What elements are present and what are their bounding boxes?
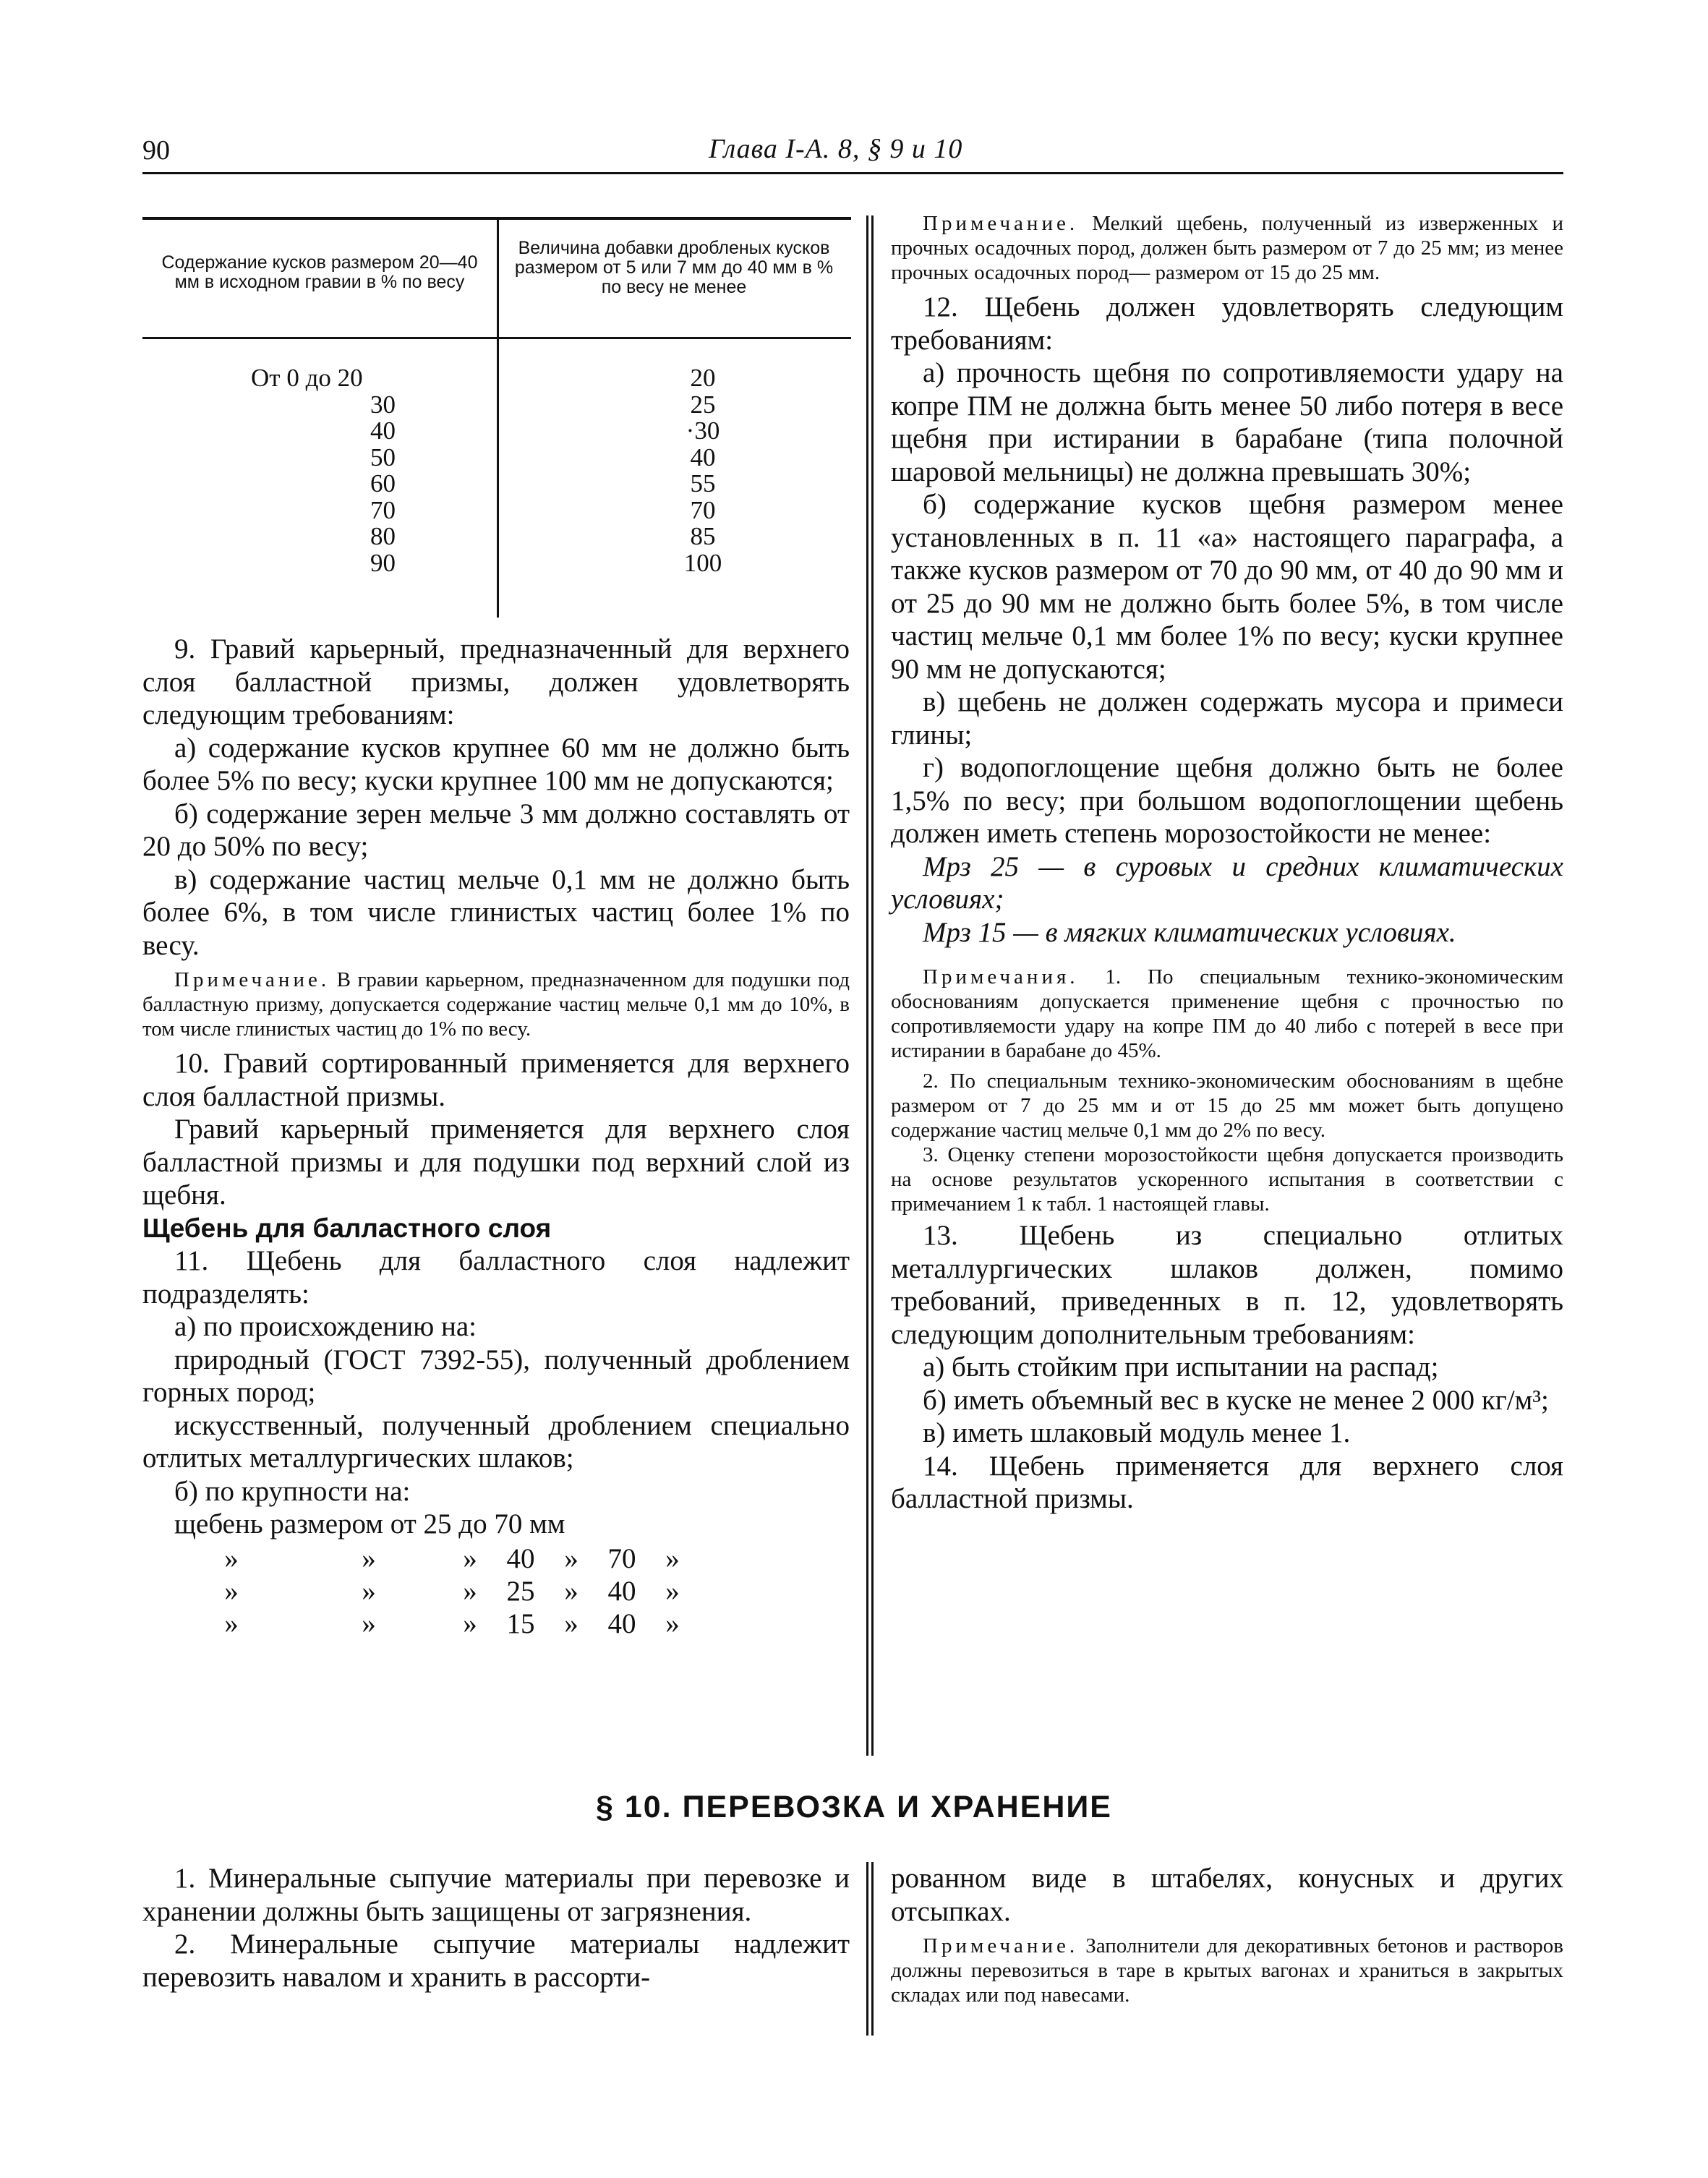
size-to: 40 <box>607 1607 636 1639</box>
paragraph-11: 11. Щебень для балластного слоя надлежит подразделять: <box>142 1245 850 1310</box>
ditto-mark: » <box>665 1542 680 1574</box>
table-cell: 90 <box>370 548 396 577</box>
column-divider <box>866 215 868 1756</box>
note-label: Примечание. <box>923 212 1079 235</box>
table-cell: 85 <box>690 522 716 550</box>
sizes-list <box>142 1542 850 1640</box>
paragraph-12d: г) водопоглощение щебня должно быть не более 1,5% по весу; при большом водопоглощении щебень должен иметь степень морозостойкости не менее: <box>891 752 1563 849</box>
left-column <box>142 633 850 1640</box>
ditto-mark: » <box>224 1542 239 1574</box>
table-cell: 80 <box>370 522 396 550</box>
ditto-mark: » <box>362 1575 376 1607</box>
section-10-paragraph-2: 2. Минеральные сыпучие материалы надлежит перевозить навалом и хранить в рассорти- <box>142 1929 850 1993</box>
paragraph-12a: а) прочность щебня по сопротивляемости удару на копре ПМ не должна быть менее 50 либо потеря в весе щебня при истирании в барабане (типа полочной шаровой мельницы) не должна превышать 30%; <box>891 357 1563 487</box>
notes-item-1: 1. По специальным технико-экономическим обоснованиям допускается применение щебня с прочностью по сопротивляемости удару на копре ПМ до 40 либо с потерей в весе при истирании в барабане до 45%. <box>891 965 1563 1062</box>
size-to: 40 <box>607 1575 636 1607</box>
table-cell: 100 <box>683 548 722 577</box>
spacer <box>394 1575 445 1607</box>
table-header-col2: Величина добавки дробленых кусков размером от 5 или 7 мм до 40 мм в % по весу не менее <box>514 238 834 297</box>
paragraph-12b: б) содержание кусков щебня размером менее установленных в п. 11 «а» настоящего параграфа, а также кусков размером от 70 до 90 мм, от 40 до 90 мм и от 25 до 90 мм не должно быть более 5%, в том числе частиц мельче 0,1 мм более 1% по весу; куски крупнее 90 мм не допускаются; <box>891 489 1563 685</box>
spacer <box>257 1607 343 1640</box>
table-cell: 25 <box>690 390 716 419</box>
page-number: 90 <box>142 135 170 166</box>
table-cell: От 0 до 20 <box>251 364 363 392</box>
paragraph-13: 13. Щебень из специально отлитых металлургических шлаков должен, помимо требований, приведенных в п. 12, удовлетворять следующим дополнительным требованиям: <box>891 1220 1563 1350</box>
ditto-mark: » <box>564 1607 578 1639</box>
paragraph-10b: Гравий карьерный применяется для верхнего слоя балластной призмы и для подушки под верхний слой из щебня. <box>142 1114 850 1210</box>
paragraph-9b: б) содержание зерен мельче 3 мм должно составлять от 20 до 50% по весу; <box>142 798 850 862</box>
table-cell: 60 <box>370 469 396 497</box>
ditto-mark: » <box>564 1575 578 1607</box>
spacer <box>394 1607 445 1640</box>
section-10-right-column <box>891 1862 1563 2013</box>
table-cell: 40 <box>690 443 716 471</box>
paragraph-13b: б) иметь объемный вес в куске не менее 2 000 кг/м³; <box>923 1384 1549 1416</box>
table-cell: 50 <box>370 443 396 471</box>
spacer <box>257 1575 343 1607</box>
section-title-crushed-stone: Щебень для балластного слоя <box>142 1213 552 1243</box>
running-title: Глава I-А. 8, § 9 и 10 <box>709 134 963 164</box>
paragraph-14: 14. Щебень применяется для верхнего слоя балластной призмы. <box>891 1450 1563 1514</box>
paragraph-13a: а) быть стойким при испытании на распад; <box>923 1351 1439 1383</box>
paragraph-12e: Мрз 25 — в суровых и средних климатических условиях; <box>891 850 1563 915</box>
note-gravel <box>142 968 850 1041</box>
note-fine-stone <box>891 211 1563 285</box>
ditto-mark: » <box>463 1607 477 1639</box>
notes-item-2: 2. По специальным технико-экономическим обоснованиям в щебне размером от 7 до 25 мм и от 15 до 25 мм может быть допущено содержание частиц мельче 0,1 мм до 2% по весу. <box>891 1069 1563 1142</box>
table-col1-values <box>251 365 432 576</box>
ditto-mark: » <box>665 1575 680 1607</box>
note-text: Мелкий щебень, полученный из изверженных и прочных осадочных пород, должен быть размером от 7 до 25 мм; из менее прочных осадочных пород— размером от 15 до 25 мм. <box>891 212 1563 284</box>
notes-label: Примечания. <box>923 965 1079 988</box>
ditto-mark: » <box>362 1542 376 1574</box>
paragraph-11a: а) по происхождению на: <box>174 1311 477 1342</box>
ditto-mark: » <box>463 1542 477 1574</box>
spacer <box>257 1542 343 1575</box>
paragraph-12: 12. Щебень должен удовлетворять следующим требованиям: <box>891 291 1563 356</box>
ditto-mark: » <box>463 1575 477 1607</box>
header-rule <box>142 172 1563 174</box>
ditto-mark: » <box>665 1607 680 1639</box>
paragraph-11a2: искусственный, полученный дроблением специально отлитых металлургических шлаков; <box>142 1409 850 1474</box>
column-divider <box>866 1862 868 2036</box>
table-cell: 30 <box>370 390 396 419</box>
ditto-mark: » <box>224 1607 239 1639</box>
size-from: 25 <box>506 1575 535 1607</box>
right-column <box>891 211 1563 1516</box>
sizes-row <box>206 1542 850 1575</box>
note-label: Примечание. <box>174 968 330 991</box>
notes-block <box>891 965 1563 1063</box>
table-cell: 70 <box>690 495 716 524</box>
table-col2-values <box>649 365 757 576</box>
paragraph-9: 9. Гравий карьерный, предназначенный для верхнего слоя балластной призмы, должен удовлетворять следующим требованиям: <box>142 633 850 730</box>
table-cell: 20 <box>690 364 716 392</box>
ditto-mark: » <box>564 1542 578 1574</box>
paragraph-9c: в) содержание частиц мельче 0,1 мм не должно быть более 6%, в том числе глинистых частиц более 1% по весу. <box>142 863 850 961</box>
ditto-mark: » <box>362 1607 376 1639</box>
note-text: Заполнители для декоративных бетонов и растворов должны перевозиться в таре в крытых вагонах и храниться в закрытых складах или под навесами. <box>891 1934 1563 2007</box>
table-cell: 55 <box>690 469 716 497</box>
paragraph-11a1: природный (ГОСТ 7392-55), полученный дроблением горных пород; <box>142 1344 850 1408</box>
ditto-mark: » <box>224 1575 239 1607</box>
column-divider <box>871 215 874 1756</box>
paragraph-12f: Мрз 15 — в мягких климатических условиях. <box>923 916 1456 948</box>
note-text: В гравии карьерном, предназначенном для подушки под балластную призму, допускается содержание частиц мельче 0,1 мм до 10%, в том числе глинистых частиц до 1% по весу. <box>142 968 850 1041</box>
paragraph-12c: в) щебень не должен содержать мусора и примеси глины; <box>891 686 1563 751</box>
table-cell: 70 <box>370 495 396 524</box>
sizes-row <box>206 1575 850 1607</box>
table-cell: 40 <box>370 417 396 445</box>
section-10-left-column <box>142 1862 850 1994</box>
paragraph-11b: б) по крупности на: <box>174 1475 411 1507</box>
column-divider <box>871 1862 874 2036</box>
sizes-row <box>206 1607 850 1640</box>
notes-item-3: 3. Оценку степени морозостойкости щебня допускается производить на основе результатов ускоренного испытания в соответствии с примечанием 1 к табл. 1 настоящей главы. <box>891 1143 1563 1216</box>
section-10-note <box>891 1934 1563 2007</box>
paragraph-10: 10. Гравий сортированный применяется для верхнего слоя балластной призмы. <box>142 1048 850 1112</box>
section-10-paragraph-1: 1. Минеральные сыпучие материалы при перевозке и хранении должны быть защищены от загрязнения. <box>142 1863 850 1927</box>
size-to: 70 <box>607 1542 636 1574</box>
table-cell: ·30 <box>686 417 720 445</box>
size-from: 40 <box>506 1542 535 1574</box>
section-10-paragraph-2-cont: рованном виде в штабелях, конусных и других отсыпках. <box>891 1863 1563 1927</box>
spacer <box>394 1542 445 1575</box>
section-10-title: § 10. ПЕРЕВОЗКА И ХРАНЕНИЕ <box>595 1790 1112 1824</box>
table-column-rule <box>497 220 499 618</box>
paragraph-13c: в) иметь шлаковый модуль менее 1. <box>923 1417 1351 1448</box>
table-header-col1: Содержание кусков размером 20—40 мм в исходном гравии в % по весу <box>161 252 478 292</box>
sizes-first-line: щебень размером от 25 до 70 мм <box>174 1508 565 1539</box>
paragraph-9a: а) содержание кусков крупнее 60 мм не должно быть более 5% по весу; куски крупнее 100 мм не допускаются; <box>142 732 850 796</box>
size-from: 15 <box>506 1607 535 1639</box>
note-label: Примечание. <box>923 1934 1079 1957</box>
